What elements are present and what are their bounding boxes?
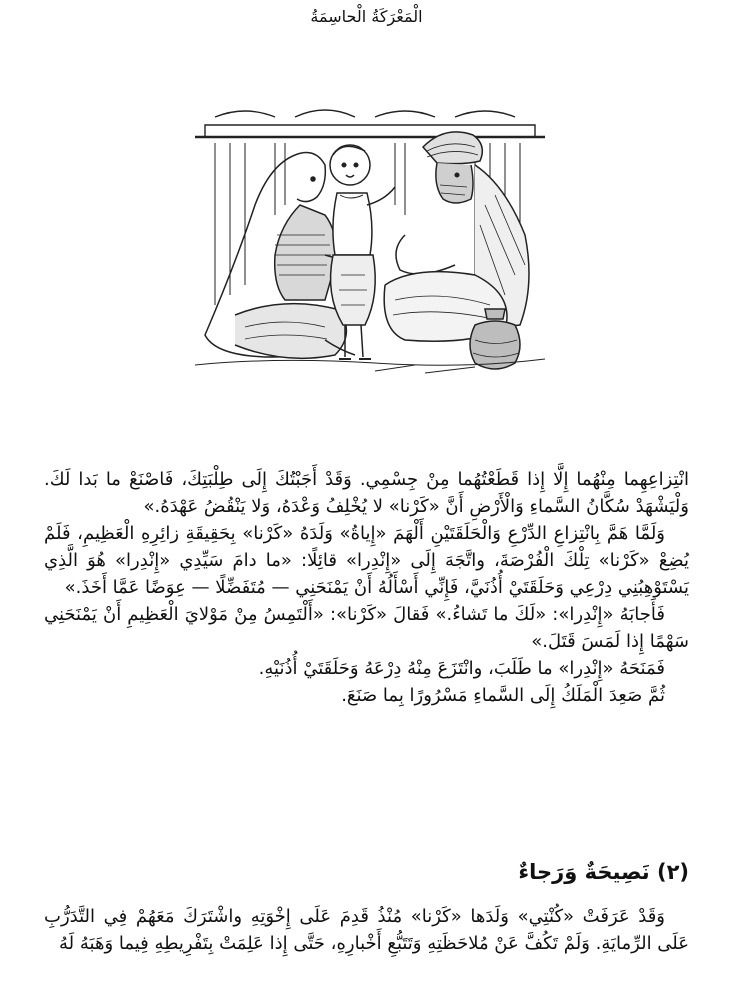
paragraph: ثُمَّ صَعِدَ الْمَلَكُ إِلَى السَّماءِ مَسْرُورًا بِما صَنَعَ. (341, 685, 665, 706)
illustration (175, 95, 563, 385)
section-heading: (٢) نَصِيحَةٌ وَرَجاءٌ (518, 860, 689, 884)
paragraph: وَقَدْ عَرَفَتْ «كُنْتِي» وَلَدَها «كَرْنا» مُنْذُ قَدِمَ عَلَى إِخْوَتِهِ واشْتَرَكَ مَعَهُمْ فِي التَّدَرُّبِ عَلَى الرِّمايَةِ. وَلَمْ تَكُفَّ عَنْ مُلاحَظَتِهِ وَتَتَبُّعِ أَخْبارِهِ، حَتَّى إِذا عَلِمَتْ بِتَفْرِيطِهِ فِيما وَهَبَهُ لَهُ (44, 906, 689, 954)
running-title: الْمَعْرَكَةُ الْحاسِمَةُ (310, 7, 423, 26)
section-text (44, 903, 689, 957)
main-text (44, 466, 689, 709)
paragraph: انْتِزاعِهِما مِنْهُما إِلَّا إِذا قَطَعْتُهُما مِنْ جِسْمِي. وَقَدْ أَجَبْتُكَ إِلَى طِلْبَتِكَ، فَاصْنَعْ ما بَدا لَكَ. وَلْيَشْهَدْ سُكَّانُ السَّماءِ وَالْأَرْضِ أَنَّ «كَرْنا» لا يُخْلِفُ وَعْدَهُ، وَلا يَنْقُضُ عَهْدَهُ.» (44, 469, 689, 517)
paragraph: فَأَجابَهُ «إِنْدِرا»: «لَكَ ما تَشاءُ.» فَقالَ «كَرْنا»: «أَلْتَمِسُ مِنْ مَوْلايَ الْعَظِيمِ أَنْ يَمْنَحَنِي سَهْمًا إِذا لَمَسَ قَتَلَ.» (44, 604, 689, 652)
mother-child-father-engraving (175, 95, 563, 385)
paragraph: فَمَنَحَهُ «إِنْدِرا» ما طَلَبَ، وانْتَزَعَ مِنْهُ دِرْعَهُ وَحَلَقَتَيْ أُذُنَيْهِ. (258, 658, 665, 679)
paragraph: وَلَمَّا هَمَّ بِانْتِزاعِ الدِّرْعِ وَالْحَلَقَتَيْنِ أَلْهَمَ «إِياةُ» وَلَدَهُ «كَرْنا» بِحَقِيقَةِ زائِرِهِ الْعَظِيمِ، فَلَمْ يُضِعْ «كَرْنا» تِلْكَ الْفُرْصَةَ، واتَّجَهَ إِلَى «إِنْدِرا» قائِلًا: «ما دامَ سَيِّدِي «إِنْدِرا» هُوَ الَّذِي يَسْتَوْهِبُنِي دِرْعِي وَحَلَقَتَيْ أُذُنَيَّ، فَإِنِّي أَسْأَلُهُ أَنْ يَمْنَحَنِي — مُتَفَضِّلًا — عِوَضًا عَمَّا أَخَذَ.» (44, 523, 689, 598)
